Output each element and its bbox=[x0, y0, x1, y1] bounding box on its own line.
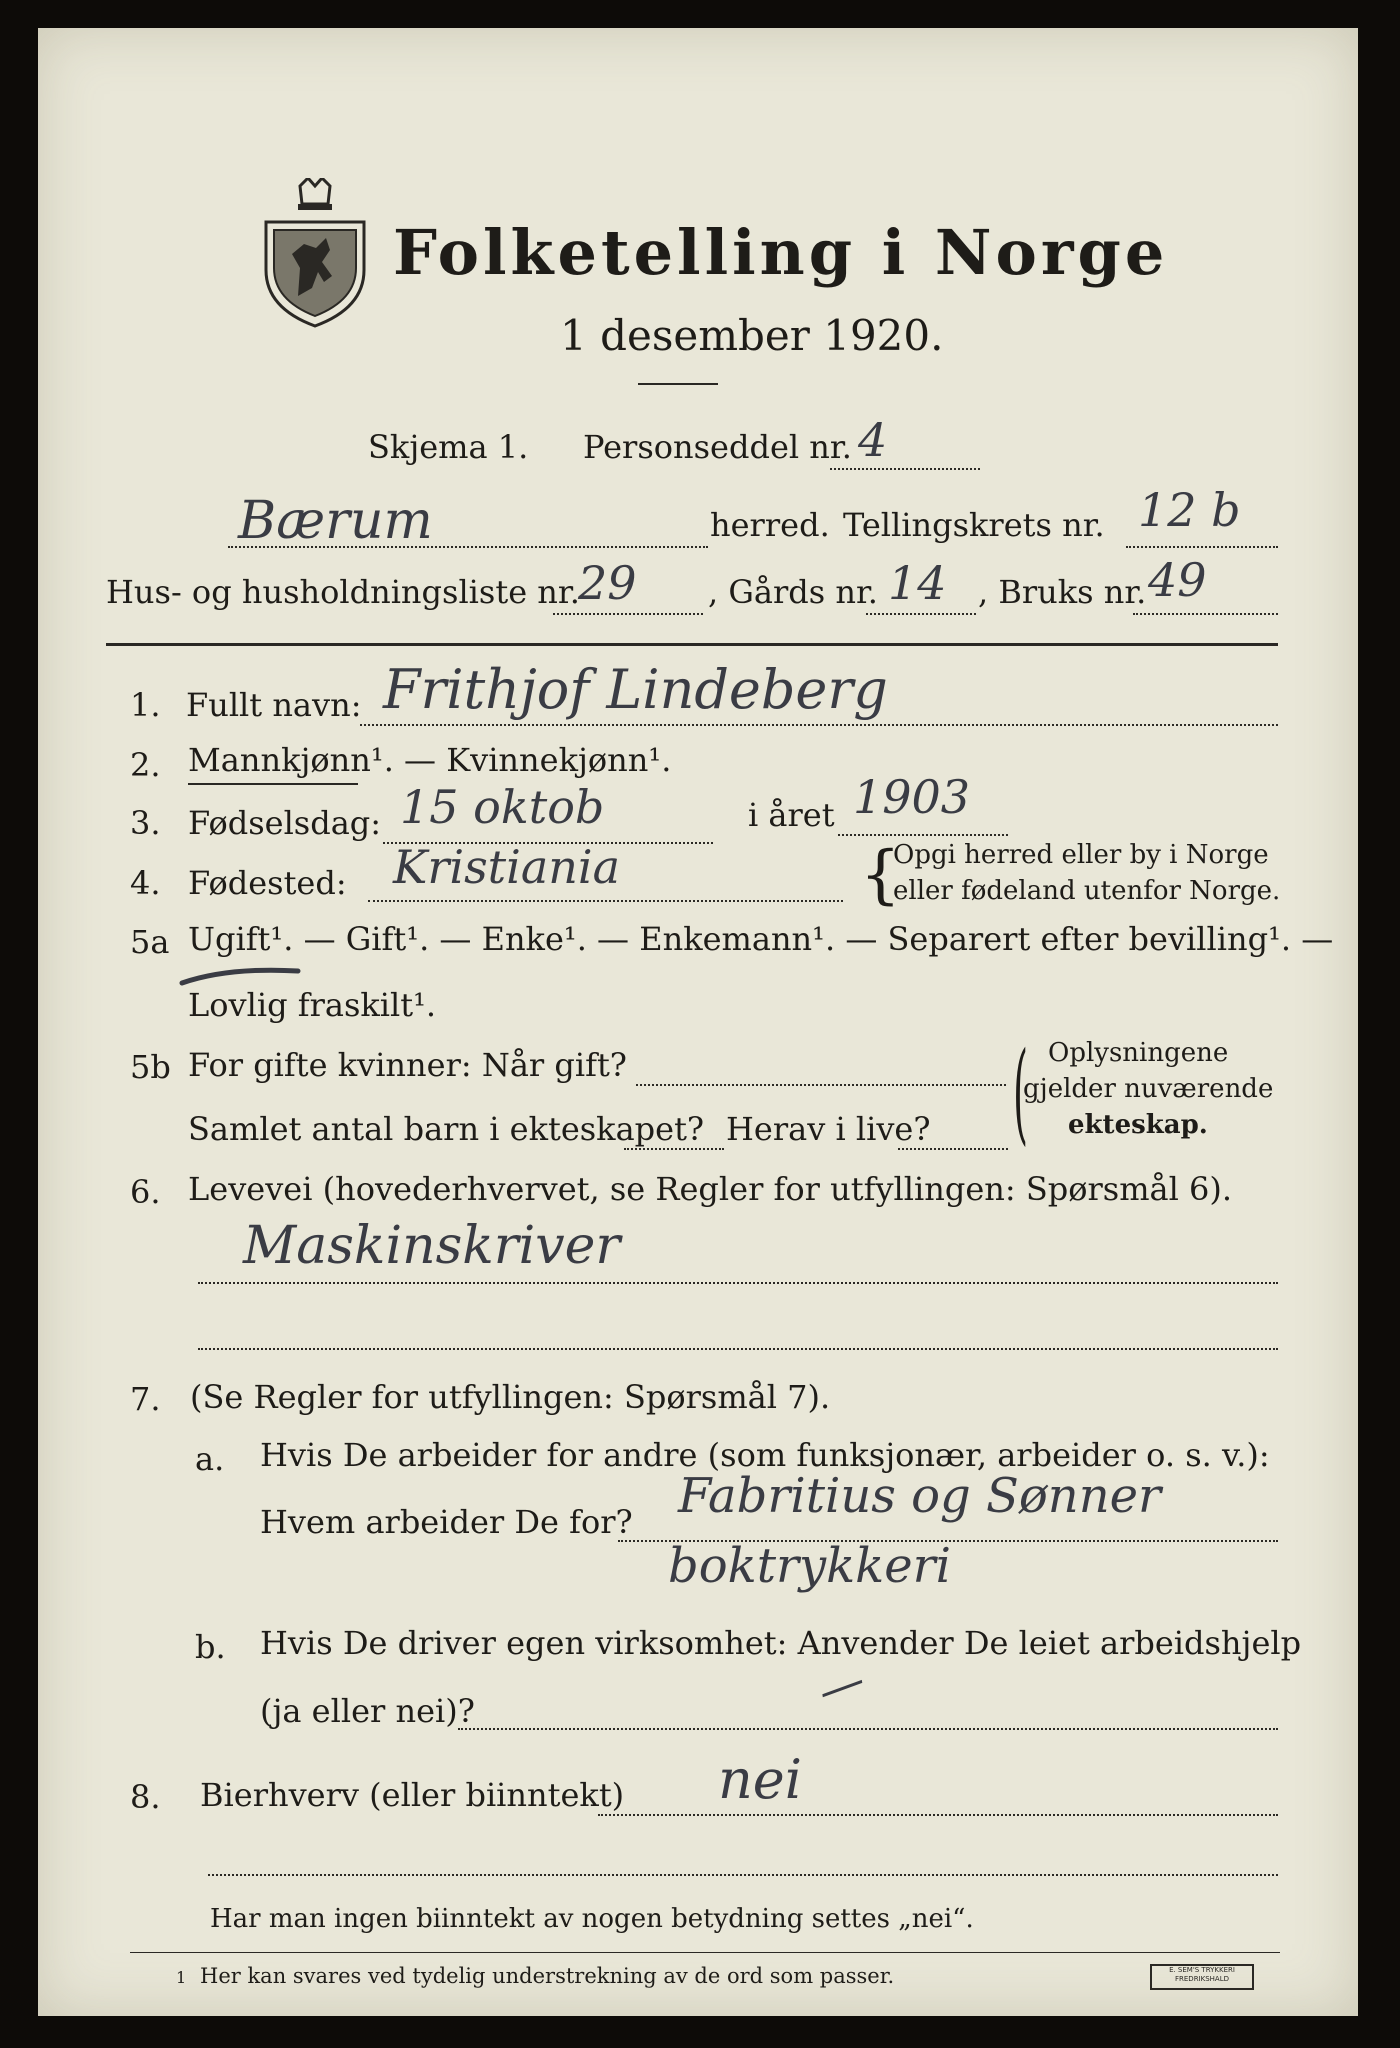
q7b-value: — bbox=[810, 1651, 872, 1719]
q6-number: 6. bbox=[130, 1173, 161, 1211]
husliste-label: Hus- og husholdningsliste nr. bbox=[106, 573, 580, 611]
q5b-note-1: Oplysningene bbox=[1048, 1038, 1229, 1068]
q5b-line-3 bbox=[898, 1148, 1008, 1150]
husliste-value: 29 bbox=[578, 556, 637, 610]
q7b-label: Hvis De driver egen virksomhet: Anvender De leiet arbeidshjelp bbox=[260, 1624, 1302, 1662]
tellingskrets-value: 12 b bbox=[1138, 483, 1241, 537]
q6-line-1 bbox=[198, 1282, 1278, 1284]
q4-note-2: eller fødeland utenfor Norge. bbox=[893, 876, 1281, 906]
q6-line-2 bbox=[198, 1348, 1278, 1350]
q5b-note-3: ekteskap. bbox=[1068, 1110, 1208, 1140]
personseddel-value: 4 bbox=[858, 413, 888, 467]
q3-year-label: i året bbox=[748, 796, 835, 834]
q8-label: Bierhverv (eller biinntekt) bbox=[200, 1776, 625, 1814]
bruks-label: , Bruks nr. bbox=[978, 573, 1147, 611]
census-form-sheet bbox=[38, 28, 1358, 2016]
form-date: 1 desember 1920. bbox=[560, 311, 944, 360]
q4-note-1: Opgi herred eller by i Norge bbox=[893, 840, 1269, 870]
q7b-number: b. bbox=[195, 1628, 226, 1666]
gards-label: , Gårds nr. bbox=[708, 573, 878, 611]
q8-number: 8. bbox=[130, 1778, 161, 1816]
q4-line bbox=[368, 900, 843, 902]
footnote-text: Her kan svares ved tydelig understrekning av de ord som passer. bbox=[200, 1964, 895, 1988]
gards-line bbox=[866, 613, 976, 615]
q7-label: (Se Regler for utfyllingen: Spørsmål 7). bbox=[190, 1378, 831, 1416]
q4-brace: { bbox=[860, 838, 901, 912]
q8-line-2 bbox=[208, 1874, 1278, 1876]
q7a-label-2: Hvem arbeider De for? bbox=[260, 1503, 633, 1541]
footnote-mark: 1 bbox=[176, 1968, 187, 1987]
q1-line bbox=[360, 724, 1278, 726]
tellingskrets-line bbox=[1126, 546, 1278, 548]
q6-value: Maskinskriver bbox=[243, 1216, 621, 1276]
q7b-line bbox=[458, 1728, 1278, 1730]
q7a-number: a. bbox=[195, 1440, 225, 1478]
q5b-label-3: Herav i live? bbox=[726, 1110, 931, 1148]
q3-year-line bbox=[838, 834, 1008, 836]
q8-note: Har man ingen biinntekt av nogen betydning settes „nei“. bbox=[210, 1904, 974, 1934]
header-divider bbox=[106, 643, 1278, 646]
q7-number: 7. bbox=[130, 1380, 161, 1418]
printer-stamp-line-2: FREDRIKSHALD bbox=[1174, 1975, 1229, 1983]
q6-label: Levevei (hovederhvervet, se Regler for utfyllingen: Spørsmål 6). bbox=[188, 1170, 1233, 1208]
footnote-divider bbox=[130, 1952, 1280, 1953]
q1-number: 1. bbox=[130, 686, 161, 724]
husliste-line bbox=[553, 613, 703, 615]
q5b-line-2 bbox=[624, 1148, 724, 1150]
tellingskrets-label: Tellingskrets nr. bbox=[843, 506, 1105, 544]
q1-value: Frithjof Lindeberg bbox=[383, 658, 888, 721]
q3-value: 15 oktob bbox=[400, 780, 605, 834]
q7a-value-1: Fabritius og Sønner bbox=[678, 1468, 1161, 1524]
skjema-label: Skjema 1. bbox=[368, 428, 529, 466]
q3-year-value: 1903 bbox=[853, 770, 971, 824]
herred-label: herred. bbox=[710, 506, 830, 544]
q5b-number: 5b bbox=[130, 1048, 171, 1086]
herred-value: Bærum bbox=[238, 491, 433, 551]
q5a-number: 5a bbox=[130, 923, 170, 961]
q3-label: Fødselsdag: bbox=[188, 804, 382, 842]
q5a-label-2: Lovlig fraskilt¹. bbox=[188, 986, 437, 1024]
q8-line bbox=[598, 1814, 1278, 1816]
q5b-note-2: gjelder nuværende bbox=[1023, 1074, 1274, 1104]
form-title: Folketelling i Norge bbox=[393, 216, 1169, 289]
bruks-line bbox=[1133, 613, 1278, 615]
q2-label: Mannkjønn¹. — Kvinnekjønn¹. bbox=[188, 741, 672, 779]
coat-of-arms-icon bbox=[260, 178, 370, 328]
personseddel-line bbox=[830, 468, 980, 470]
q2-underline bbox=[188, 783, 358, 785]
gards-value: 14 bbox=[888, 556, 947, 610]
q1-label: Fullt navn: bbox=[186, 686, 362, 724]
printer-stamp-line-1: E. SEM'S TRYKKERI bbox=[1169, 1966, 1235, 1974]
q4-label: Fødested: bbox=[188, 864, 347, 902]
q5b-label-2: Samlet antal barn i ekteskapet? bbox=[188, 1110, 705, 1148]
personseddel-label: Personseddel nr. bbox=[583, 428, 852, 466]
q5b-label: For gifte kvinner: Når gift? bbox=[188, 1046, 627, 1084]
q7a-label: Hvis De arbeider for andre (som funksjonær, arbeider o. s. v.): bbox=[260, 1436, 1270, 1474]
printer-stamp bbox=[1150, 1964, 1254, 1990]
q4-number: 4. bbox=[130, 864, 161, 902]
q7a-value-2: boktrykkeri bbox=[668, 1538, 951, 1594]
q3-number: 3. bbox=[130, 804, 161, 842]
q4-value: Kristiania bbox=[393, 840, 621, 894]
q5a-label: Ugift¹. — Gift¹. — Enke¹. — Enkemann¹. — Separert efter bevilling¹. — bbox=[188, 920, 1334, 958]
title-divider bbox=[638, 383, 718, 385]
q8-value: nei bbox=[718, 1748, 803, 1811]
q5b-line-1 bbox=[636, 1084, 1006, 1086]
q2-number: 2. bbox=[130, 746, 161, 784]
q7b-label-2: (ja eller nei)? bbox=[260, 1692, 475, 1730]
bruks-value: 49 bbox=[1148, 553, 1207, 607]
herred-line bbox=[228, 546, 708, 548]
q5b-brace: ( bbox=[1013, 1028, 1029, 1156]
